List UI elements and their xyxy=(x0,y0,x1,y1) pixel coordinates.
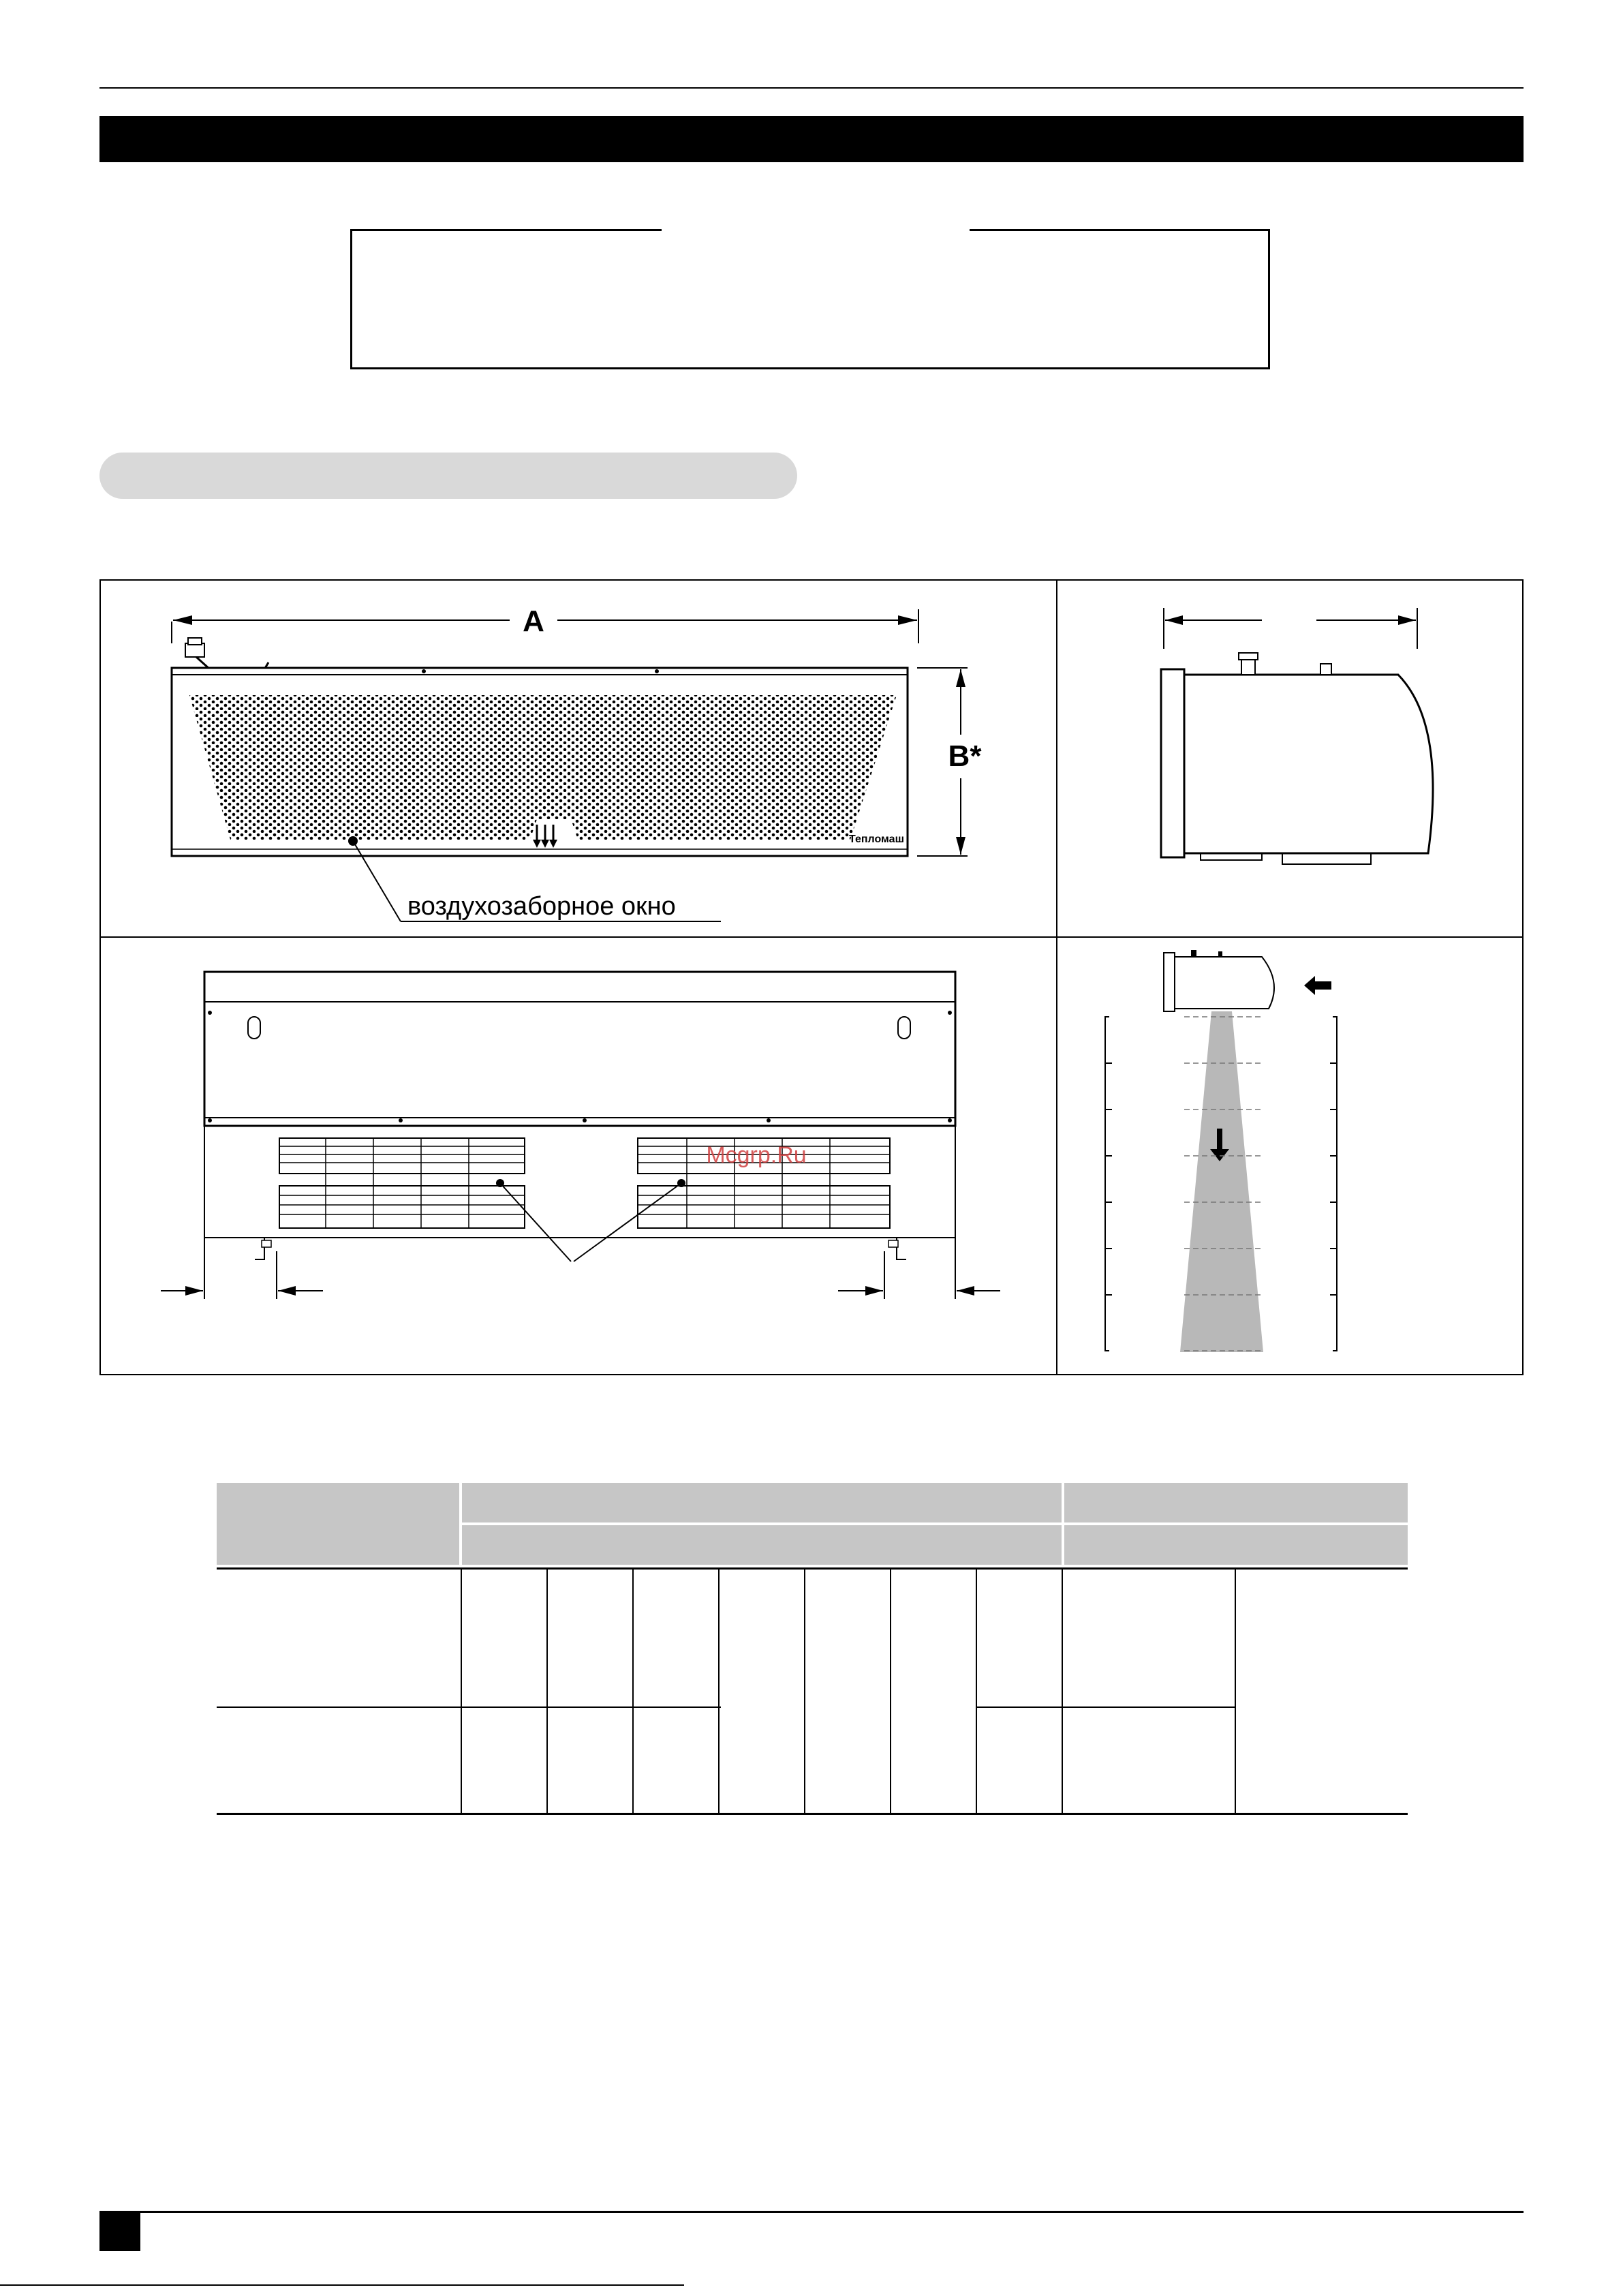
table-subheader-group-1 xyxy=(462,1525,1062,1565)
table-col-line-1 xyxy=(461,1567,462,1814)
specifications-table xyxy=(217,1483,1408,1816)
air-intake-label: воздухозаборное окно xyxy=(407,892,676,921)
intake-arrow-icon xyxy=(1304,976,1331,995)
table-col-line-2 xyxy=(546,1567,548,1814)
table-header-label-cell xyxy=(217,1483,459,1565)
bottom-view-drawing xyxy=(101,938,1055,1375)
bottom-edge-line xyxy=(0,2284,684,2286)
mounting-plate xyxy=(1161,669,1184,857)
table-col-line-8 xyxy=(1062,1567,1063,1814)
side-view-drawing xyxy=(1057,581,1524,935)
side-body xyxy=(1184,675,1433,853)
watermark-text: Mcgrp.Ru xyxy=(706,1142,807,1168)
table-subheader-group-2 xyxy=(1064,1525,1408,1565)
table-bottom-rule xyxy=(217,1813,1408,1815)
title-bar xyxy=(99,116,1524,162)
notice-box xyxy=(350,229,1270,369)
air-intake-grille xyxy=(189,695,897,840)
dimension-a-label: A xyxy=(523,604,544,638)
table-header-group-2 xyxy=(1064,1483,1408,1522)
airflow-diagram xyxy=(1057,938,1524,1375)
table-col-line-9 xyxy=(1235,1567,1236,1814)
top-rule xyxy=(99,87,1524,89)
mini-unit xyxy=(1164,950,1274,1011)
table-col-line-7 xyxy=(976,1567,977,1814)
table-col-line-5 xyxy=(804,1567,805,1814)
table-col-line-3 xyxy=(632,1567,634,1814)
dimension-b-label: B* xyxy=(948,739,982,773)
footer-rule xyxy=(99,2211,1524,2213)
table-row-divider-b xyxy=(976,1706,1236,1708)
table-col-line-6 xyxy=(890,1567,891,1814)
mounting-bracket xyxy=(204,972,955,1126)
table-col-line-4 xyxy=(718,1567,720,1814)
dimension-a-line xyxy=(172,609,918,643)
notice-box-title-gap xyxy=(662,228,970,232)
offset-dimension-right xyxy=(838,1238,1000,1299)
cable-gland xyxy=(185,638,268,669)
dimension-figure xyxy=(99,579,1524,1375)
table-header-group-1 xyxy=(462,1483,1062,1522)
airflow-cone xyxy=(1180,1011,1263,1352)
page-number-marker xyxy=(99,2213,140,2251)
section-heading-pill xyxy=(99,453,797,499)
brand-logo: Тепломаш xyxy=(849,833,904,845)
table-row-divider-a xyxy=(217,1706,721,1708)
side-dimension-line xyxy=(1164,608,1417,649)
airflow-arrows-icon xyxy=(533,825,557,848)
front-view-drawing xyxy=(101,581,1055,935)
table-header-rule xyxy=(217,1567,1408,1570)
outlet-grille-left xyxy=(279,1138,525,1228)
offset-dimension-left xyxy=(161,1238,323,1299)
